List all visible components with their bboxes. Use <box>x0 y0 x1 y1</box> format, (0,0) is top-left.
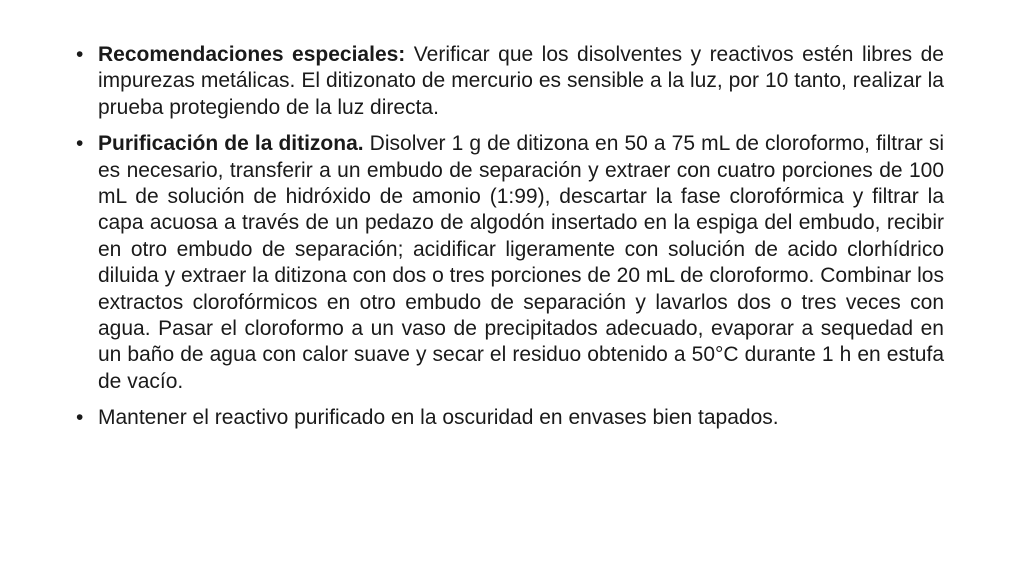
bullet-dot-icon: • <box>76 132 84 156</box>
bullet-dot-icon: • <box>76 43 84 66</box>
bullet-body-text: Verificar que los disolventes y reactivos estén libres de impurezas metálicas. El ditizonato de mercurio es sensible a la luz, por 10 tanto, realizar la prueba protegiendo de la luz directa. <box>98 43 944 119</box>
bullet-item-mantener <box>76 405 944 431</box>
bullet-body-text: Mantener el reactivo purificado en la oscuridad en envases bien tapados. <box>98 406 779 430</box>
bullet-heading: Purificación de la ditizona. <box>98 132 364 156</box>
bullet-list <box>76 42 944 442</box>
bullet-dot-icon: • <box>76 406 84 430</box>
bullet-heading: Recomendaciones especiales: <box>98 43 406 66</box>
bullet-item-recomendaciones <box>76 42 944 121</box>
bullet-body-text: Disolver 1 g de ditizona en 50 a 75 mL de cloroformo, filtrar si es necesario, transferir a un embudo de separación y extraer con cuatro porciones de 100 mL de solución de hidróxido de amonio (1:99), descartar la fase clorofórmica y filtrar la capa acuosa a través de un pedazo de algodón insertado en la espiga del embudo, recibir en otro embudo de separación; acidificar ligeramente con solución de acido clorhídrico diluida y extraer la ditizona con dos o tres porciones de 20 mL de cloroformo. Combinar los extractos clorofórmicos en otro embudo de separación y lavarlos dos o tres veces con agua. Pasar el cloroformo a un vaso de precipitados adecuado, evaporar a sequedad en un baño de agua con calor suave y secar el residuo obtenido a 50°C durante 1 h en estufa de vacío. <box>98 132 944 393</box>
bullet-item-purificacion <box>76 131 944 395</box>
